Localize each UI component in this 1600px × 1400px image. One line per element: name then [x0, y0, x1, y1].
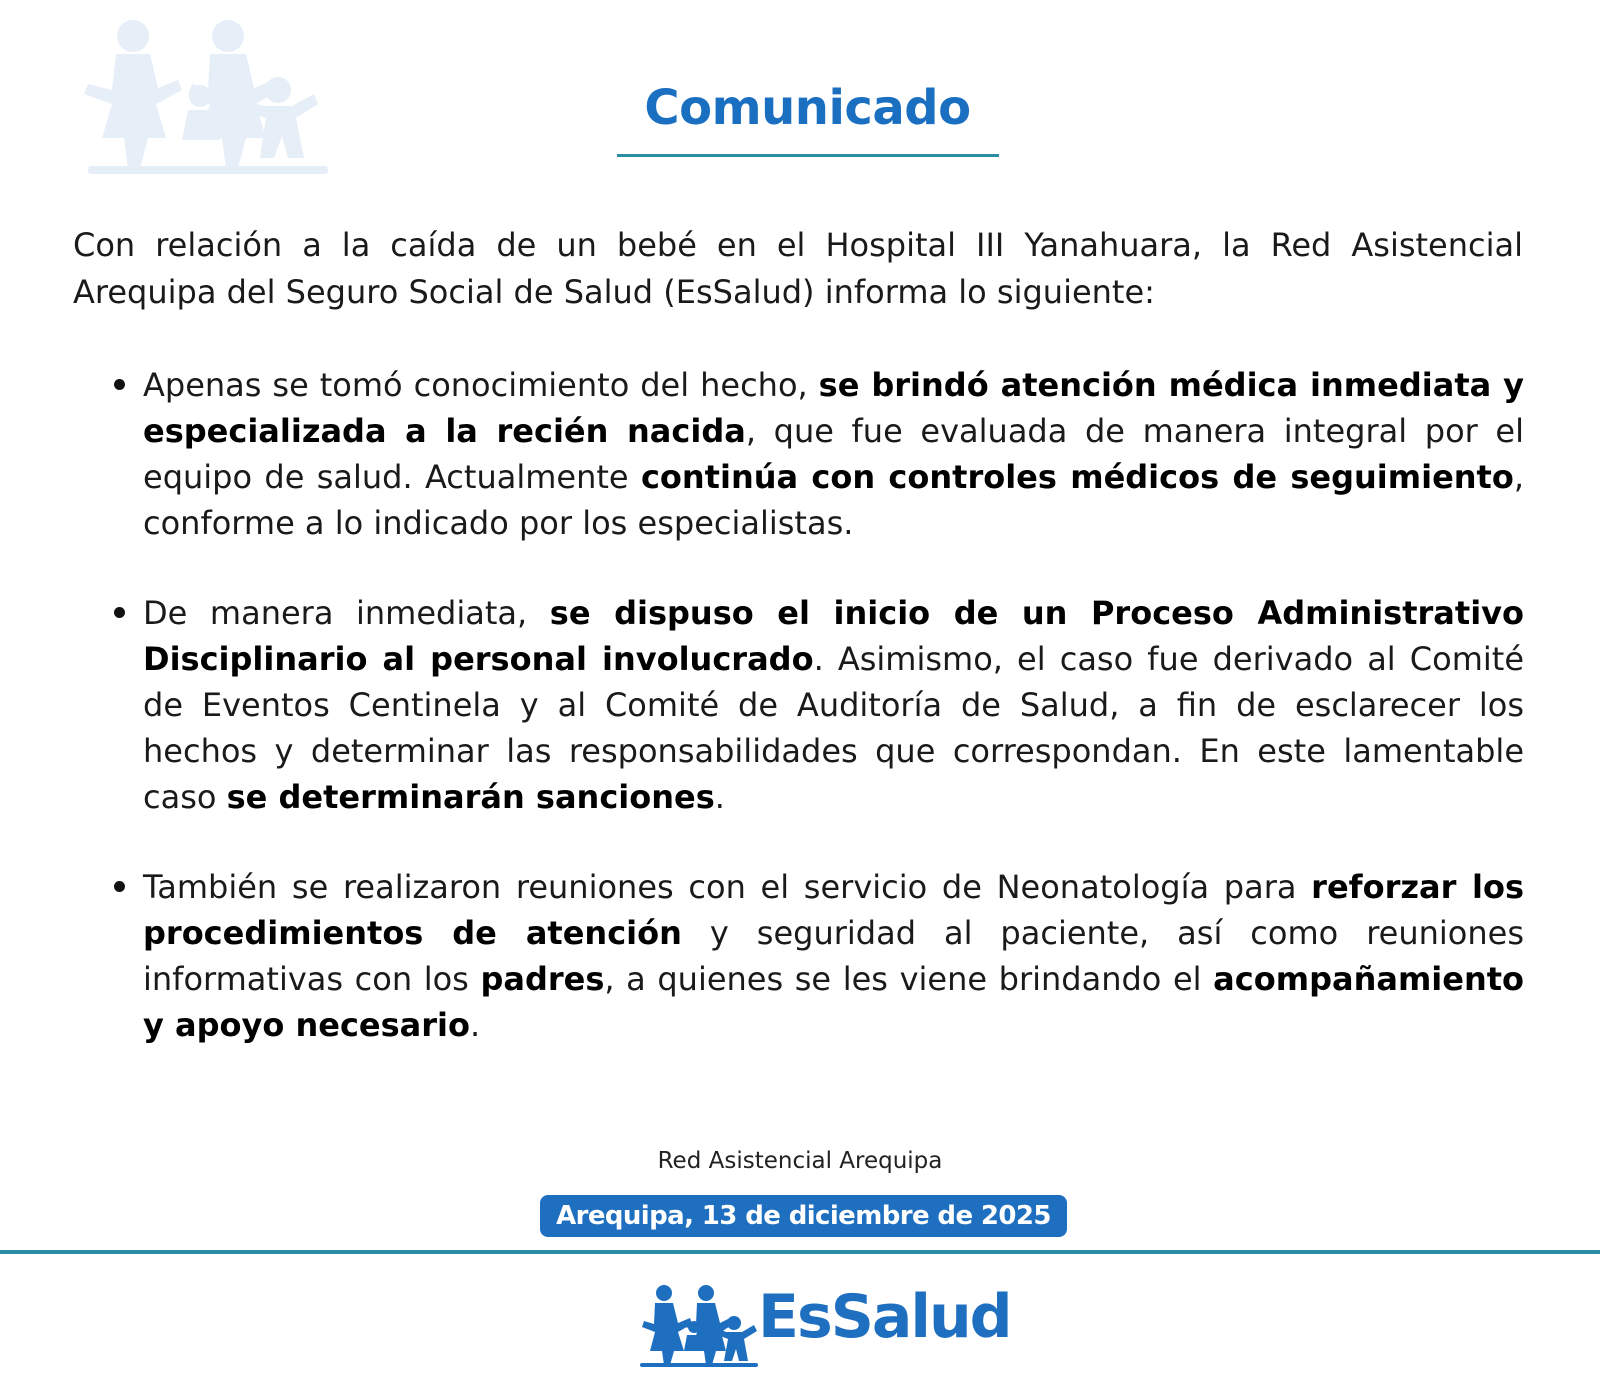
bullet-dot [114, 607, 125, 618]
text-segment: , a quienes se les viene brindando el [604, 960, 1214, 998]
essalud-family-icon [640, 1283, 760, 1367]
text-segment: De manera inmediata, [143, 594, 550, 632]
logo-wordmark: EsSalud [758, 1282, 1011, 1352]
bullet-item-3 [143, 864, 1524, 1048]
family-watermark-icon [78, 18, 338, 178]
bullet-list [143, 362, 1524, 1092]
text-segment: y seguridad al paciente, así como reuniones informativas con los [143, 914, 1525, 998]
bold-segment: acompañamiento y apoyo necesario [143, 960, 1525, 1044]
bold-segment: padres [480, 960, 605, 998]
text-segment: , que fue evaluada de manera integral por el equipo de salud. Actualmente [143, 412, 1525, 496]
bold-segment: continúa con controles médicos de seguimiento [640, 458, 1514, 496]
bullet-text [143, 868, 1524, 1044]
date-badge: Arequipa, 13 de diciembre de 2025 [540, 1195, 1067, 1237]
page-title: Comunicado [644, 80, 971, 136]
bullet-text [143, 594, 1524, 816]
title-block [615, 82, 1000, 135]
bullet-item-2 [143, 590, 1524, 820]
signature-line: Red Asistencial Arequipa [657, 1148, 943, 1174]
text-segment: . Asimismo, el caso fue derivado al Comité de Eventos Centinela y al Comité de Auditoría de Salud, a fin de esclarecer los hechos y determinar las responsabilidades que correspondan. En este lamentable caso [143, 640, 1525, 816]
bold-segment: se determinarán sanciones [226, 778, 715, 816]
bold-segment: reforzar los procedimientos de atención [143, 868, 1525, 952]
text-segment: También se realizaron reuniones con el servicio de Neonatología para [143, 868, 1312, 906]
bullet-dot [114, 881, 125, 892]
text-segment: , conforme a lo indicado por los especialistas. [143, 458, 1525, 542]
essalud-logo [640, 1282, 1011, 1367]
bullet-dot [114, 379, 125, 390]
text-segment: Apenas se tomó conocimiento del hecho, [143, 366, 819, 404]
bold-segment: se dispuso el inicio de un Proceso Administrativo Disciplinario al personal involucrado [143, 594, 1525, 678]
intro-paragraph: Con relación a la caída de un bebé en el Hospital III Yanahuara, la Red Asistencial Arequipa del Seguro Social de Salud (EsSalud) informa lo siguiente: [73, 226, 1523, 311]
bold-segment: se brindó atención médica inmediata y especializada a la recién nacida [143, 366, 1524, 450]
text-segment: . [470, 1006, 481, 1044]
title-underline [617, 154, 999, 157]
footer-divider [0, 1250, 1600, 1254]
bullet-text [143, 366, 1524, 542]
bullet-item-1 [143, 362, 1524, 546]
text-segment: . [714, 778, 725, 816]
